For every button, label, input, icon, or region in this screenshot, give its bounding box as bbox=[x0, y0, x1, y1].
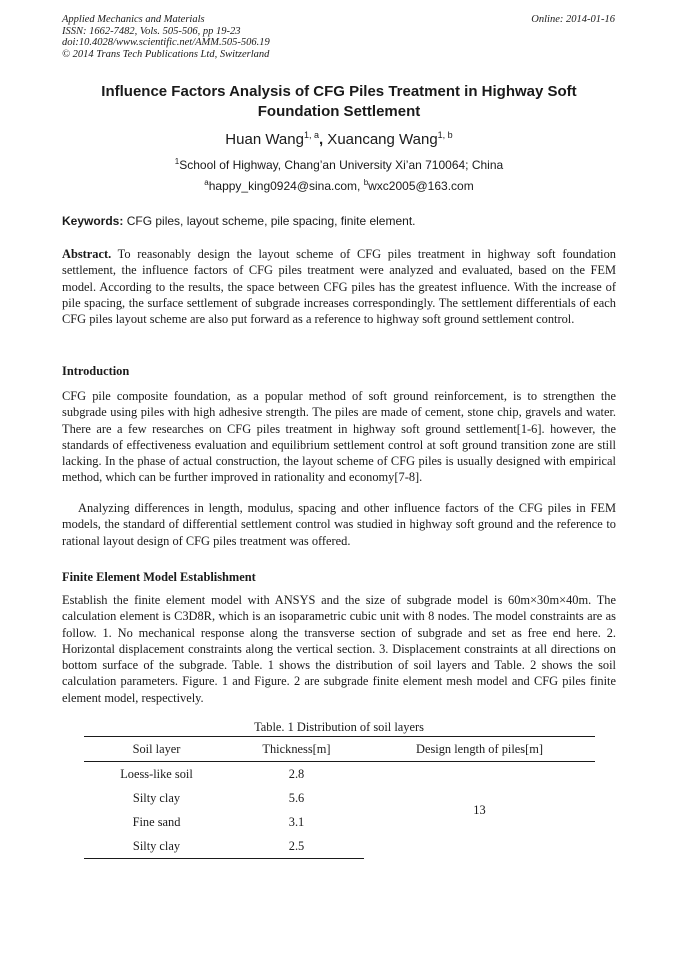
cell-thickness: 5.6 bbox=[288, 790, 305, 805]
cell-soil-layer: Silty clay bbox=[84, 834, 229, 859]
cell-thickness: 2.8 bbox=[288, 766, 305, 781]
table-caption: Table. 1 Distribution of soil layers bbox=[254, 720, 424, 734]
abstract bbox=[62, 246, 616, 327]
author-1-affil: 1, a bbox=[303, 130, 319, 140]
table-header-row bbox=[84, 737, 595, 762]
journal-name: Applied Mechanics and Materials bbox=[62, 14, 205, 25]
introduction-paragraph-1: CFG pile composite foundation, as a popular method of soft ground reinforcement, is to strengthen the subgrade using piles with high adhesive strength. The piles are made of cement, stone chip, gravels and water. There are a few researches on CFG piles treatment in highway soft ground settlement[1-6]. however, the standards of effectiveness evaluation and equilibrium settlement control at soft ground transition zone are still lacking. In the phase of actual construction, the layout scheme of CFG piles is usually designed with empirical method, which can be further improved in rationality and economy[7-8]. bbox=[62, 389, 616, 485]
affiliation bbox=[62, 157, 616, 173]
doi-line: doi:10.4028/www.scientific.net/AMM.505-506.19 bbox=[62, 37, 270, 48]
paper-title bbox=[62, 82, 616, 122]
author-2-affil: 1, b bbox=[437, 130, 453, 140]
keywords bbox=[62, 213, 616, 229]
abstract-label: Abstract. bbox=[62, 247, 112, 261]
affiliation-text: School of Highway, Chang’an University Xi’an 710064; China bbox=[179, 158, 504, 172]
affiliation-mark: 1 bbox=[174, 157, 180, 166]
keywords-label: Keywords: bbox=[62, 214, 124, 228]
cell-soil-layer: Fine sand bbox=[132, 814, 181, 829]
cell-soil-layer: Loess-like soil bbox=[120, 766, 193, 781]
cell-thickness: 2.5 bbox=[229, 834, 364, 859]
email-b-mark: b bbox=[363, 178, 369, 187]
email-a-mark: a bbox=[204, 178, 209, 187]
title-line-1: Influence Factors Analysis of CFG Piles Treatment in Highway Soft bbox=[101, 83, 577, 100]
soil-layers-table bbox=[84, 736, 595, 859]
header-soil-layer: Soil layer bbox=[84, 737, 229, 762]
author-2: Xuancang Wang bbox=[323, 131, 438, 148]
introduction-paragraph-2: Analyzing differences in length, modulus, spacing and other influence factors of the CFG piles in FEM models, the standard of differential settlement control was studied in highway soft ground and the reference to rational layout design of CFG piles treatment was offered. bbox=[62, 501, 616, 548]
header-pile-length: Design length of piles[m] bbox=[364, 737, 595, 762]
issn-line: ISSN: 1662-7482, Vols. 505-506, pp 19-23 bbox=[62, 25, 241, 37]
section-heading-introduction: Introduction bbox=[62, 364, 130, 378]
keywords-text: CFG piles, layout scheme, pile spacing, finite element. bbox=[123, 214, 416, 228]
table-row bbox=[84, 762, 595, 787]
author-separator: , bbox=[318, 131, 324, 148]
cell-pile-length: 13 bbox=[473, 802, 486, 817]
fem-paragraph-1: Establish the finite element model with ANSYS and the size of subgrade model is 60m×30m×40m. The calculation element is C3D8R, which is an isoparametric cubic unit with 8 nodes. The model constraints are as follow. 1. No mechanical response along the transverse section of subgrade and set as free end here. 2. Horizontal displacement constraints along the vertical section. 3. Displacement constraints at all directions on bottom surface of the subgrade. Table. 1 shows the distribution of soil layers and Table. 2 shows the soil calculation parameters. Figure. 1 and Figure. 2 are subgrade finite element mesh model and CFG piles finite element model, respectively. bbox=[62, 593, 616, 705]
author-emails bbox=[62, 178, 616, 194]
abstract-text: To reasonably design the layout scheme of CFG piles treatment in highway soft foundation settlement, the influence factors of CFG piles treatment were analyzed and evaluated, based on the FEM model. According to the results, the space between CFG piles has the greatest influence. With the increase of pile spacing, the surface settlement of subgrade increases correspondingly. The settlement differentials of each CFG piles layout scheme are also put forward as a reference to highway soft ground settlement control. bbox=[62, 247, 616, 327]
author-list bbox=[62, 130, 616, 150]
author-1: Huan Wang bbox=[225, 131, 304, 148]
cell-soil-layer: Silty clay bbox=[132, 790, 181, 805]
email-b: wxc2005@163.com bbox=[368, 179, 474, 193]
cell-thickness: 3.1 bbox=[288, 814, 305, 829]
title-line-2: Foundation Settlement bbox=[257, 103, 421, 120]
section-heading-fem: Finite Element Model Establishment bbox=[62, 570, 256, 584]
email-a: happy_king0924@sina.com, bbox=[208, 179, 364, 193]
online-date: Online: 2014-01-16 bbox=[531, 14, 615, 25]
copyright-line: © 2014 Trans Tech Publications Ltd, Switzerland bbox=[62, 48, 270, 60]
journal-header bbox=[62, 14, 270, 60]
header-thickness: Thickness[m] bbox=[229, 737, 364, 762]
